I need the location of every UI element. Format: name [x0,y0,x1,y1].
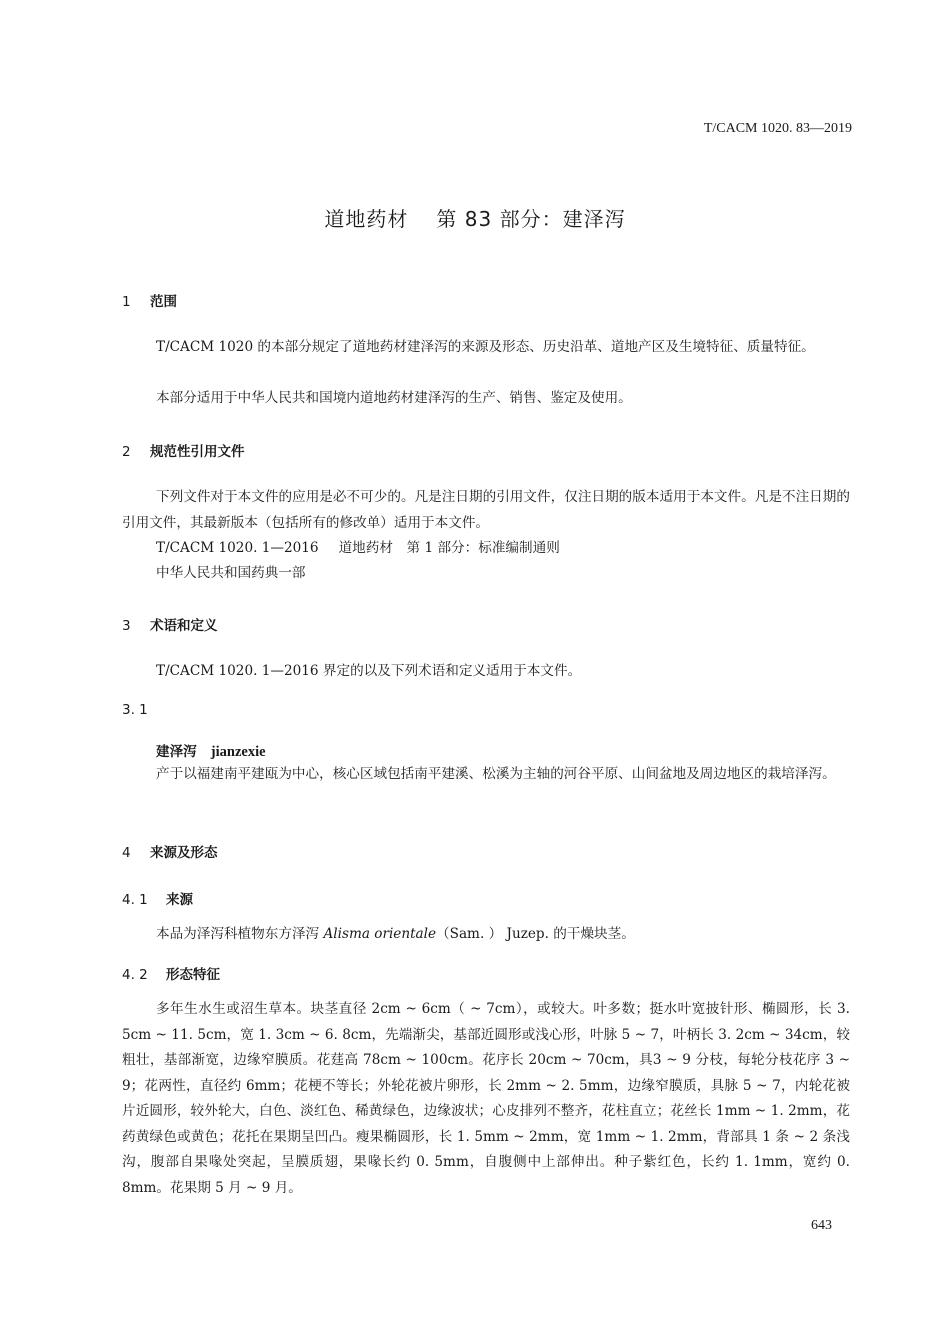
reference-code: T/CACM 1020. 1—2016 [156,540,319,556]
title-part-2: 第 83 部分：建泽泻 [436,207,626,231]
section-1-paragraph-1: T/CACM 1020 的本部分规定了道地药材建泽泻的来源及形态、历史沿革、道地产区及生境特征、质量特征。 [156,339,815,355]
section-3-heading [122,614,218,634]
section-title: 规范性引用文件 [150,444,245,460]
section-number: 3 [122,618,131,634]
subsection-title: 来源 [166,892,193,908]
term-definition: 产于以福建南平建瓯为中心，核心区域包括南平建溪、松溪为主轴的河谷平原、山间盆地及周边地区的栽培泽泻。 [156,766,836,782]
section-title: 来源及形态 [150,845,218,861]
reference-2: 中华人民共和国药典一部 [156,565,306,581]
reference-1 [156,536,560,562]
source-paragraph [122,922,850,948]
page-number: 643 [811,1218,832,1233]
source-text-post: （Sam. ） Juzep. 的干燥块茎。 [436,926,635,942]
title-part-1: 道地药材 [324,207,409,231]
section-title: 范围 [150,294,177,310]
subsection-4-1-heading [122,888,193,908]
section-number: 2 [122,444,131,460]
subsection-number: 4. 1 [122,892,148,908]
section-2-heading [122,440,245,460]
standard-code: T/CACM 1020. 83—2019 [703,121,852,136]
section-1-paragraph-2: 本部分适用于中华人民共和国境内道地药材建泽泻的生产、销售、鉴定及使用。 [156,390,632,406]
subsection-number: 4. 2 [122,967,148,983]
section-number: 4 [122,845,131,861]
subsection-4-2-heading [122,963,220,983]
section-4-heading [122,841,218,861]
latin-name: Alisma orientale [323,926,437,942]
reference-title: 道地药材 第 1 部分：标准编制通则 [338,540,560,556]
section-1-heading [122,290,177,310]
section-title: 术语和定义 [150,618,218,634]
term-chinese: 建泽泻 [156,744,197,760]
section-2-paragraph-1: 下列文件对于本文件的应用是必不可少的。凡是注日期的引用文件，仅注日期的版本适用于本文件。凡是不注日期的引用文件，其最新版本（包括所有的修改单）适用于本文件。 [122,489,850,531]
morphology-paragraph: 多年生水生或沼生草本。块茎直径 2cm ~ 6cm（ ~ 7cm），或较大。叶多数；挺水叶宽披针形、椭圆形，长 3. 5cm ~ 11. 5cm，宽 1. 3cm ~ 6. 8cm，先端渐尖，基部近圆形或浅心形，叶脉 5 ~ 7，叶柄长 3. 2cm ~ 34cm，较粗壮，基部渐宽，边缘窄膜质。花莛高 78cm ~ 100cm。花序长 20cm ~ 70cm，具3 ~ 9 分枝，每轮分枝花序 3 ~ 9；花两性，直径约 6mm；花梗不等长；外轮花被片卵形，长 2mm ~ 2. 5mm，边缘窄膜质，具脉 5 ~ 7，内轮花被片近圆形，较外轮大，白色、淡红色、稀黄绿色，边缘波状；心皮排列不整齐，花柱直立；花丝长 1mm ~ 1. 2mm，花药黄绿色或黄色；花托在果期呈凹凸。瘦果椭圆形，长 1. 5mm ~ 2mm，宽 1mm ~ 1. 2mm，背部具 1 条 ~ 2 条浅沟，腹部自果喙处突起，呈膜质翅，果喙长约 0. 5mm，自腹侧中上部伸出。种子紫红色，长约 1. 1mm，宽约 0. 8mm。花果期 5 月 ~ 9 月。 [122,1001,850,1196]
section-number: 1 [122,294,131,310]
term-english: jianzexie [210,744,266,760]
term-entry [156,740,266,761]
page-title [0,203,950,232]
subsection-3-1-number: 3. 1 [122,702,148,718]
source-text-pre: 本品为泽泻科植物东方泽泻 [156,926,324,942]
section-3-paragraph-1: T/CACM 1020. 1—2016 界定的以及下列术语和定义适用于本文件。 [156,663,582,679]
subsection-title: 形态特征 [166,967,220,983]
